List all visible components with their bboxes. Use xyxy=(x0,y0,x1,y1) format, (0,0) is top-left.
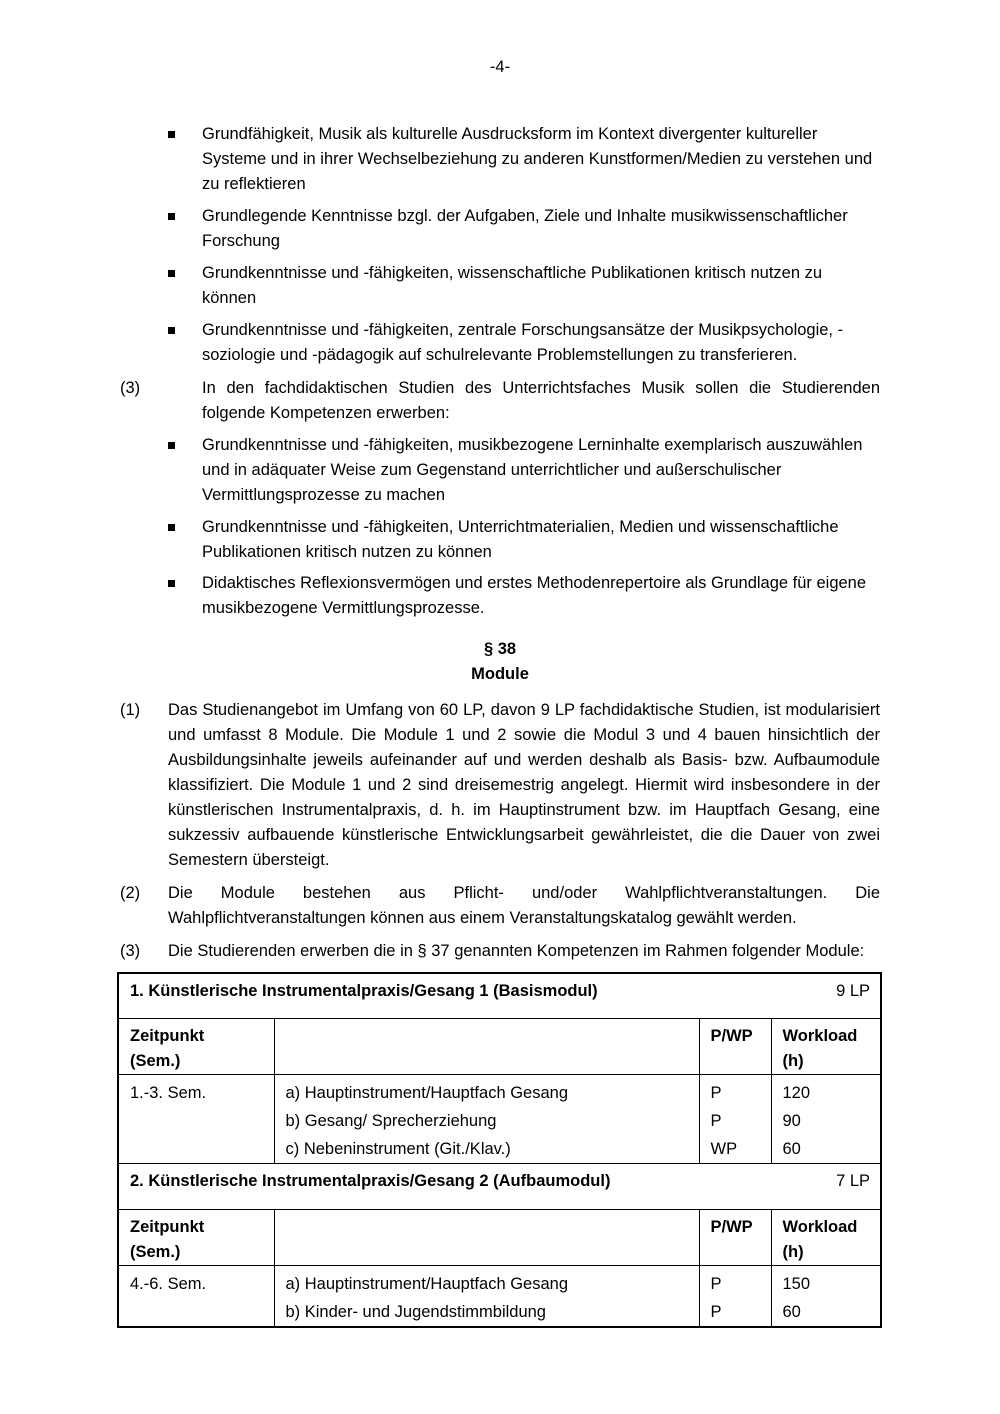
bullet-item xyxy=(202,122,880,197)
table-row xyxy=(118,1074,881,1163)
bullet-icon xyxy=(168,270,175,277)
page-number: -4- xyxy=(489,58,511,76)
bullet-item xyxy=(202,318,880,368)
semester-cell: 4.-6. Sem. xyxy=(118,1265,274,1327)
paragraph-number: (1) xyxy=(120,701,141,719)
pwp-cell: P P xyxy=(699,1265,771,1327)
bullet-item xyxy=(202,204,880,254)
paragraph-text: Das Studienangebot im Umfang von 60 LP, davon 9 LP fachdidaktische Studien, ist modularisiert und umfasst 8 Module. Die Module 1 und 2 sowie die Modul 3 und 4 bauen hinsichtlich der Ausbildungsinhalte jeweils aufeinander auf und werden deshalb als Basis- bzw. Aufbaumodule klassifiziert. Die Module 1 und 2 sind dreisemestrig angelegt. Hiermit wird insbesondere in der künstlerischen Instrumentalpraxis, d. h. im Hauptinstrument bzw. im Hauptfach Gesang, eine sukzessiv aufbauende künstlerische Entwicklungsarbeit gewährleistet, die die Dauer von zwei Semestern übersteigt. xyxy=(168,701,880,869)
column-header-pwp: P/WP xyxy=(699,1209,771,1265)
workload-cell: 150 60 xyxy=(771,1265,881,1327)
bullet-text: Didaktisches Reflexionsvermögen und erstes Methodenrepertoire als Grundlage für eigene musikbezogene Vermittlungsprozesse. xyxy=(202,574,867,617)
module-title: 2. Künstlerische Instrumentalpraxis/Gesang 2 (Aufbaumodul) xyxy=(130,1171,611,1190)
bullet-icon xyxy=(168,213,175,220)
course-cell: a) Hauptinstrument/Hauptfach Gesang b) Kinder- und Jugendstimmbildung xyxy=(274,1265,699,1327)
paragraph xyxy=(120,939,880,964)
bullet-item xyxy=(202,433,880,508)
paragraph-number: (3) xyxy=(120,379,141,397)
section-number: § 38 xyxy=(483,640,517,658)
course-cell: a) Hauptinstrument/Hauptfach Gesang b) Gesang/ Sprecherziehung c) Nebeninstrument (Git./Klav.) xyxy=(274,1074,699,1163)
module-credits: 7 LP xyxy=(836,1171,871,1190)
column-header-zeitpunkt: Zeitpunkt (Sem.) xyxy=(118,1018,274,1074)
bullet-icon xyxy=(168,131,175,138)
paragraph-number: (3) xyxy=(120,942,141,960)
semester-cell: 1.-3. Sem. xyxy=(118,1074,274,1163)
column-header-workload: Workload (h) xyxy=(771,1209,881,1265)
pwp-cell: P P WP xyxy=(699,1074,771,1163)
bullet-text: Grundkenntnisse und -fähigkeiten, Unterrichtmaterialien, Medien und wissenschaftliche Publikationen kritisch nutzen zu können xyxy=(202,518,839,561)
paragraph xyxy=(120,698,880,873)
column-header-zeitpunkt: Zeitpunkt (Sem.) xyxy=(118,1209,274,1265)
bullet-icon xyxy=(168,442,175,449)
bullet-item xyxy=(202,261,880,311)
bullet-icon xyxy=(168,524,175,531)
table-row xyxy=(118,1265,881,1327)
paragraph xyxy=(120,881,880,931)
bullet-text: Grundkenntnisse und -fähigkeiten, musikbezogene Lerninhalte exemplarisch auszuwählen und in adäquater Weise zum Gegenstand unterrichtlicher und außerschulischer Vermittlungsprozesse zu machen xyxy=(202,436,863,504)
bullet-text: Grundlegende Kenntnisse bzgl. der Aufgaben, Ziele und Inhalte musikwissenschaftlicher Forschung xyxy=(202,207,848,250)
bullet-text: Grundkenntnisse und -fähigkeiten, zentrale Forschungsansätze der Musikpsychologie, -soziologie und -pädagogik auf schulrelevante Problemstellungen zu transferieren. xyxy=(202,321,844,364)
module-title: 1. Künstlerische Instrumentalpraxis/Gesang 1 (Basismodul) xyxy=(130,982,598,1000)
column-header-workload: Workload (h) xyxy=(771,1018,881,1074)
section-heading xyxy=(0,637,1000,687)
paragraph-text: Die Module bestehen aus Pflicht- und/oder Wahlpflichtveranstaltungen. Die Wahlpflichtveranstaltungen können aus einem Veranstaltungskatalog gewählt werden. xyxy=(168,884,880,927)
table-header-row xyxy=(118,1209,881,1265)
paragraph-text: Die Studierenden erwerben die in § 37 genannten Kompetenzen im Rahmen folgender Module: xyxy=(168,942,865,960)
paragraph xyxy=(120,376,880,426)
bullet-item xyxy=(202,571,880,621)
module-title-row xyxy=(118,973,881,1018)
bullet-icon xyxy=(168,327,175,334)
bullet-text: Grundfähigkeit, Musik als kulturelle Ausdrucksform im Kontext divergenter kultureller Systeme und in ihrer Wechselbeziehung zu anderen Kunstformen/Medien zu verstehen und zu reflektieren xyxy=(202,125,873,193)
paragraph-text: In den fachdidaktischen Studien des Unterrichtsfaches Musik sollen die Studierenden folgende Kompetenzen erwerben: xyxy=(202,379,880,422)
column-header-empty xyxy=(274,1018,699,1074)
column-header-pwp: P/WP xyxy=(699,1018,771,1074)
bullet-text: Grundkenntnisse und -fähigkeiten, wissenschaftliche Publikationen kritisch nutzen zu können xyxy=(202,264,823,307)
bullet-item xyxy=(202,515,880,565)
workload-cell: 120 90 60 xyxy=(771,1074,881,1163)
bullet-icon xyxy=(168,580,175,587)
module-title-row xyxy=(118,1163,881,1209)
column-header-empty xyxy=(274,1209,699,1265)
modules-table xyxy=(117,972,882,1328)
module-credits: 9 LP xyxy=(836,982,871,1000)
table-header-row xyxy=(118,1018,881,1074)
section-title: Module xyxy=(471,665,529,683)
paragraph-number: (2) xyxy=(120,884,141,902)
